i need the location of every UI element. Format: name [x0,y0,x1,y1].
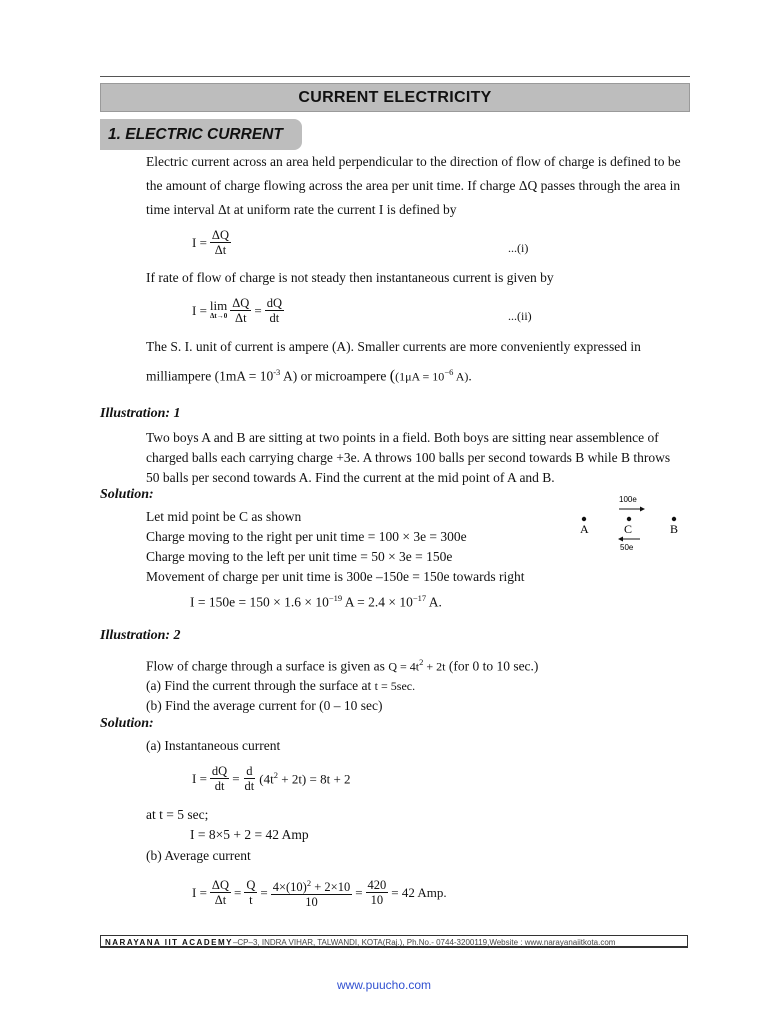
eq2-num-1: ΔQ [232,296,250,310]
e3-equals-3: = [355,884,363,900]
e3-den-4: 10 [370,893,384,908]
eq1-tag: ...(i) [508,241,529,255]
e3-num-3c: + 2×10 [311,880,351,895]
eq1-den: Δt [214,243,227,257]
e3-den-1: Δt [214,893,227,908]
ill1-s5c: A = 2.4 × 10 [342,594,413,610]
right-flow-label: 100e [619,495,637,504]
e1-rest-a: (4t [259,771,274,787]
intro-line-6f: A) [453,369,469,384]
footer-brand: NARAYANA IIT ACADEMY [105,938,233,947]
section-heading: 1. ELECTRIC CURRENT [100,119,302,150]
ill2-solution-3: (b) Average current [146,848,251,863]
eq2-num-2: dQ [266,296,282,310]
intro-line-6g: . [468,368,472,384]
ill2-solution-2: at t = 5 sec; [146,807,209,822]
illustration-2-heading: Illustration: 2 [100,628,181,643]
ill2-question-3: (b) Find the average current for (0 – 10 sec) [146,698,383,713]
point-b-dot [672,517,676,521]
equation-3 [192,764,351,793]
ill2-q2b: t = 5sec. [374,679,416,693]
intro-line-6b: -3 [273,367,281,377]
e3-fraction-2 [244,878,257,907]
intro-line-6 [146,362,472,387]
intro-line-2: the amount of charge flowing across the area per unit time. If charge ΔQ passes through the area in [146,178,681,193]
ill2-q1d: + 2t [423,659,446,674]
point-c-label: C [624,522,633,536]
intro-line-6a: milliampere (1mA = 10 [146,368,274,384]
intro-line-5: The S. I. unit of current is ampere (A). Smaller currents are more conveniently expressed in [146,339,641,354]
e1-den-2: dt [244,779,255,793]
top-rule [100,76,690,77]
illustration-1-heading: Illustration: 1 [100,406,181,421]
e3-den-2: t [249,893,253,908]
ill2-solution-1: (a) Instantaneous current [146,738,281,753]
left-arrow-head [618,537,623,542]
e1-fraction-1 [210,764,229,793]
point-a-dot [582,517,586,521]
eq2-den-2: dt [269,311,280,325]
right-arrow-head [640,507,645,512]
e3-rest: = 42 Amp. [391,884,447,900]
eq2-limit [209,297,228,322]
ill2-equation-4: I = 8×5 + 2 = 42 Amp [190,827,309,842]
e3-num-3b: 2 [306,878,312,888]
eq2-den-1: Δt [235,311,247,325]
point-b-label: B [670,522,679,536]
e3-fraction-4 [366,878,389,907]
ill1-s5b: −19 [328,593,343,603]
eq1-num: ΔQ [211,228,229,242]
intro-line-4: If rate of flow of charge is not steady then instantaneous current is given by [146,270,554,285]
ill1-s5e: A. [426,594,442,610]
paren-open: ( [389,367,396,385]
ill1-s5a: I = 150e = 150 × 1.6 × 10 [190,594,329,610]
e1-num-2: d [246,764,253,778]
ill2-q1b: Q = 4t [388,659,420,674]
e1-lhs: I = [192,770,207,786]
ill1-solution-1: Let mid point be C as shown [146,509,302,524]
e1-num-1: dQ [211,764,228,778]
e1-rest-c: + 2t) = 8t + 2 [277,771,351,787]
intro-line-6c: A) or microampere [280,368,390,384]
left-flow-label: 50e [620,543,634,552]
e3-den-3: 10 [305,895,318,910]
ill1-solution-4: Movement of charge per unit time is 300e –150e = 150e towards right [146,569,525,584]
equation-1 [192,228,231,257]
e1-den-1: dt [214,779,225,793]
eq2-equals: = [254,302,262,318]
equation-5 [192,876,447,909]
ill2-q1a: Flow of charge through a surface is given as [146,658,389,674]
ill1-solution-5 [190,588,442,613]
ill2-question-1 [146,652,538,677]
ill1-solution-3: Charge moving to the left per unit time = 50 × 3e = 150e [146,549,453,564]
ill1-solution-heading: Solution: [100,487,154,502]
e1-fraction-2 [243,764,257,793]
e3-num-2: Q [246,878,256,893]
e3-num-3 [271,876,352,895]
ill2-q1e: (for 0 to 10 sec.) [445,658,539,674]
points-diagram [570,492,690,554]
eq2-fraction-2 [265,296,284,325]
e1-equals: = [232,770,240,786]
e3-equals-2: = [260,884,268,900]
footer-bar [100,935,688,948]
ill2-solution-heading: Solution: [100,716,154,731]
ill2-q2a: (a) Find the current through the surface at [146,678,375,693]
website-link[interactable]: www.puucho.com [336,978,432,992]
chapter-title: CURRENT ELECTRICITY [100,83,690,112]
intro-line-3: time interval Δt at uniform rate the current I is defined by [146,202,457,217]
point-a-label: A [580,522,589,536]
eq2-fraction-1 [230,296,251,325]
eq2-lim-sub: Δt→0 [209,311,228,320]
e3-fraction-1 [210,878,231,907]
e3-num-1: ΔQ [211,878,229,893]
e3-fraction-3 [271,876,352,909]
ill1-solution-2: Charge moving to the right per unit time = 100 × 3e = 300e [146,529,467,544]
eq2-tag: ...(ii) [508,309,532,323]
equation-2 [192,296,284,325]
e3-equals-1: = [234,884,242,900]
eq1-lhs: I = [192,234,207,250]
eq1-fraction [210,228,231,257]
eq2-lhs: I = [192,302,207,318]
ill2-question-2 [146,676,415,696]
eq2-lim: lim [209,297,228,313]
intro-line-1: Electric current across an area held perpendicular to the direction of flow of charge is defined to be [146,154,681,169]
e1-rest [259,770,350,787]
intro-line-6e: −6 [444,367,454,377]
footer-address: –CP–3, INDRA VIHAR, TALWANDI, KOTA(Raj.), Ph.No.- 0744-3200119,Website : www.narayanaiitkota.com [232,938,616,947]
intro-line-6d: (1μA = 10 [395,369,445,384]
e3-lhs: I = [192,884,207,900]
ill2-q1c: 2 [419,657,424,667]
ill1-question-3: 50 balls per second towards A. Find the current at the mid point of A and B. [146,470,555,485]
e3-num-3a: 4×(10) [272,880,307,895]
ill1-s5d: −17 [412,593,427,603]
ill1-question-2: charged balls each carrying charge +3e. A throws 100 balls per second towards B while B throws [146,450,671,465]
e1-rest-b: 2 [273,769,278,780]
point-c-dot [627,517,631,521]
ill1-question-1: Two boys A and B are sitting at two points in a field. Both boys are sitting near assemblence of [146,430,659,445]
e3-num-4: 420 [367,878,387,893]
